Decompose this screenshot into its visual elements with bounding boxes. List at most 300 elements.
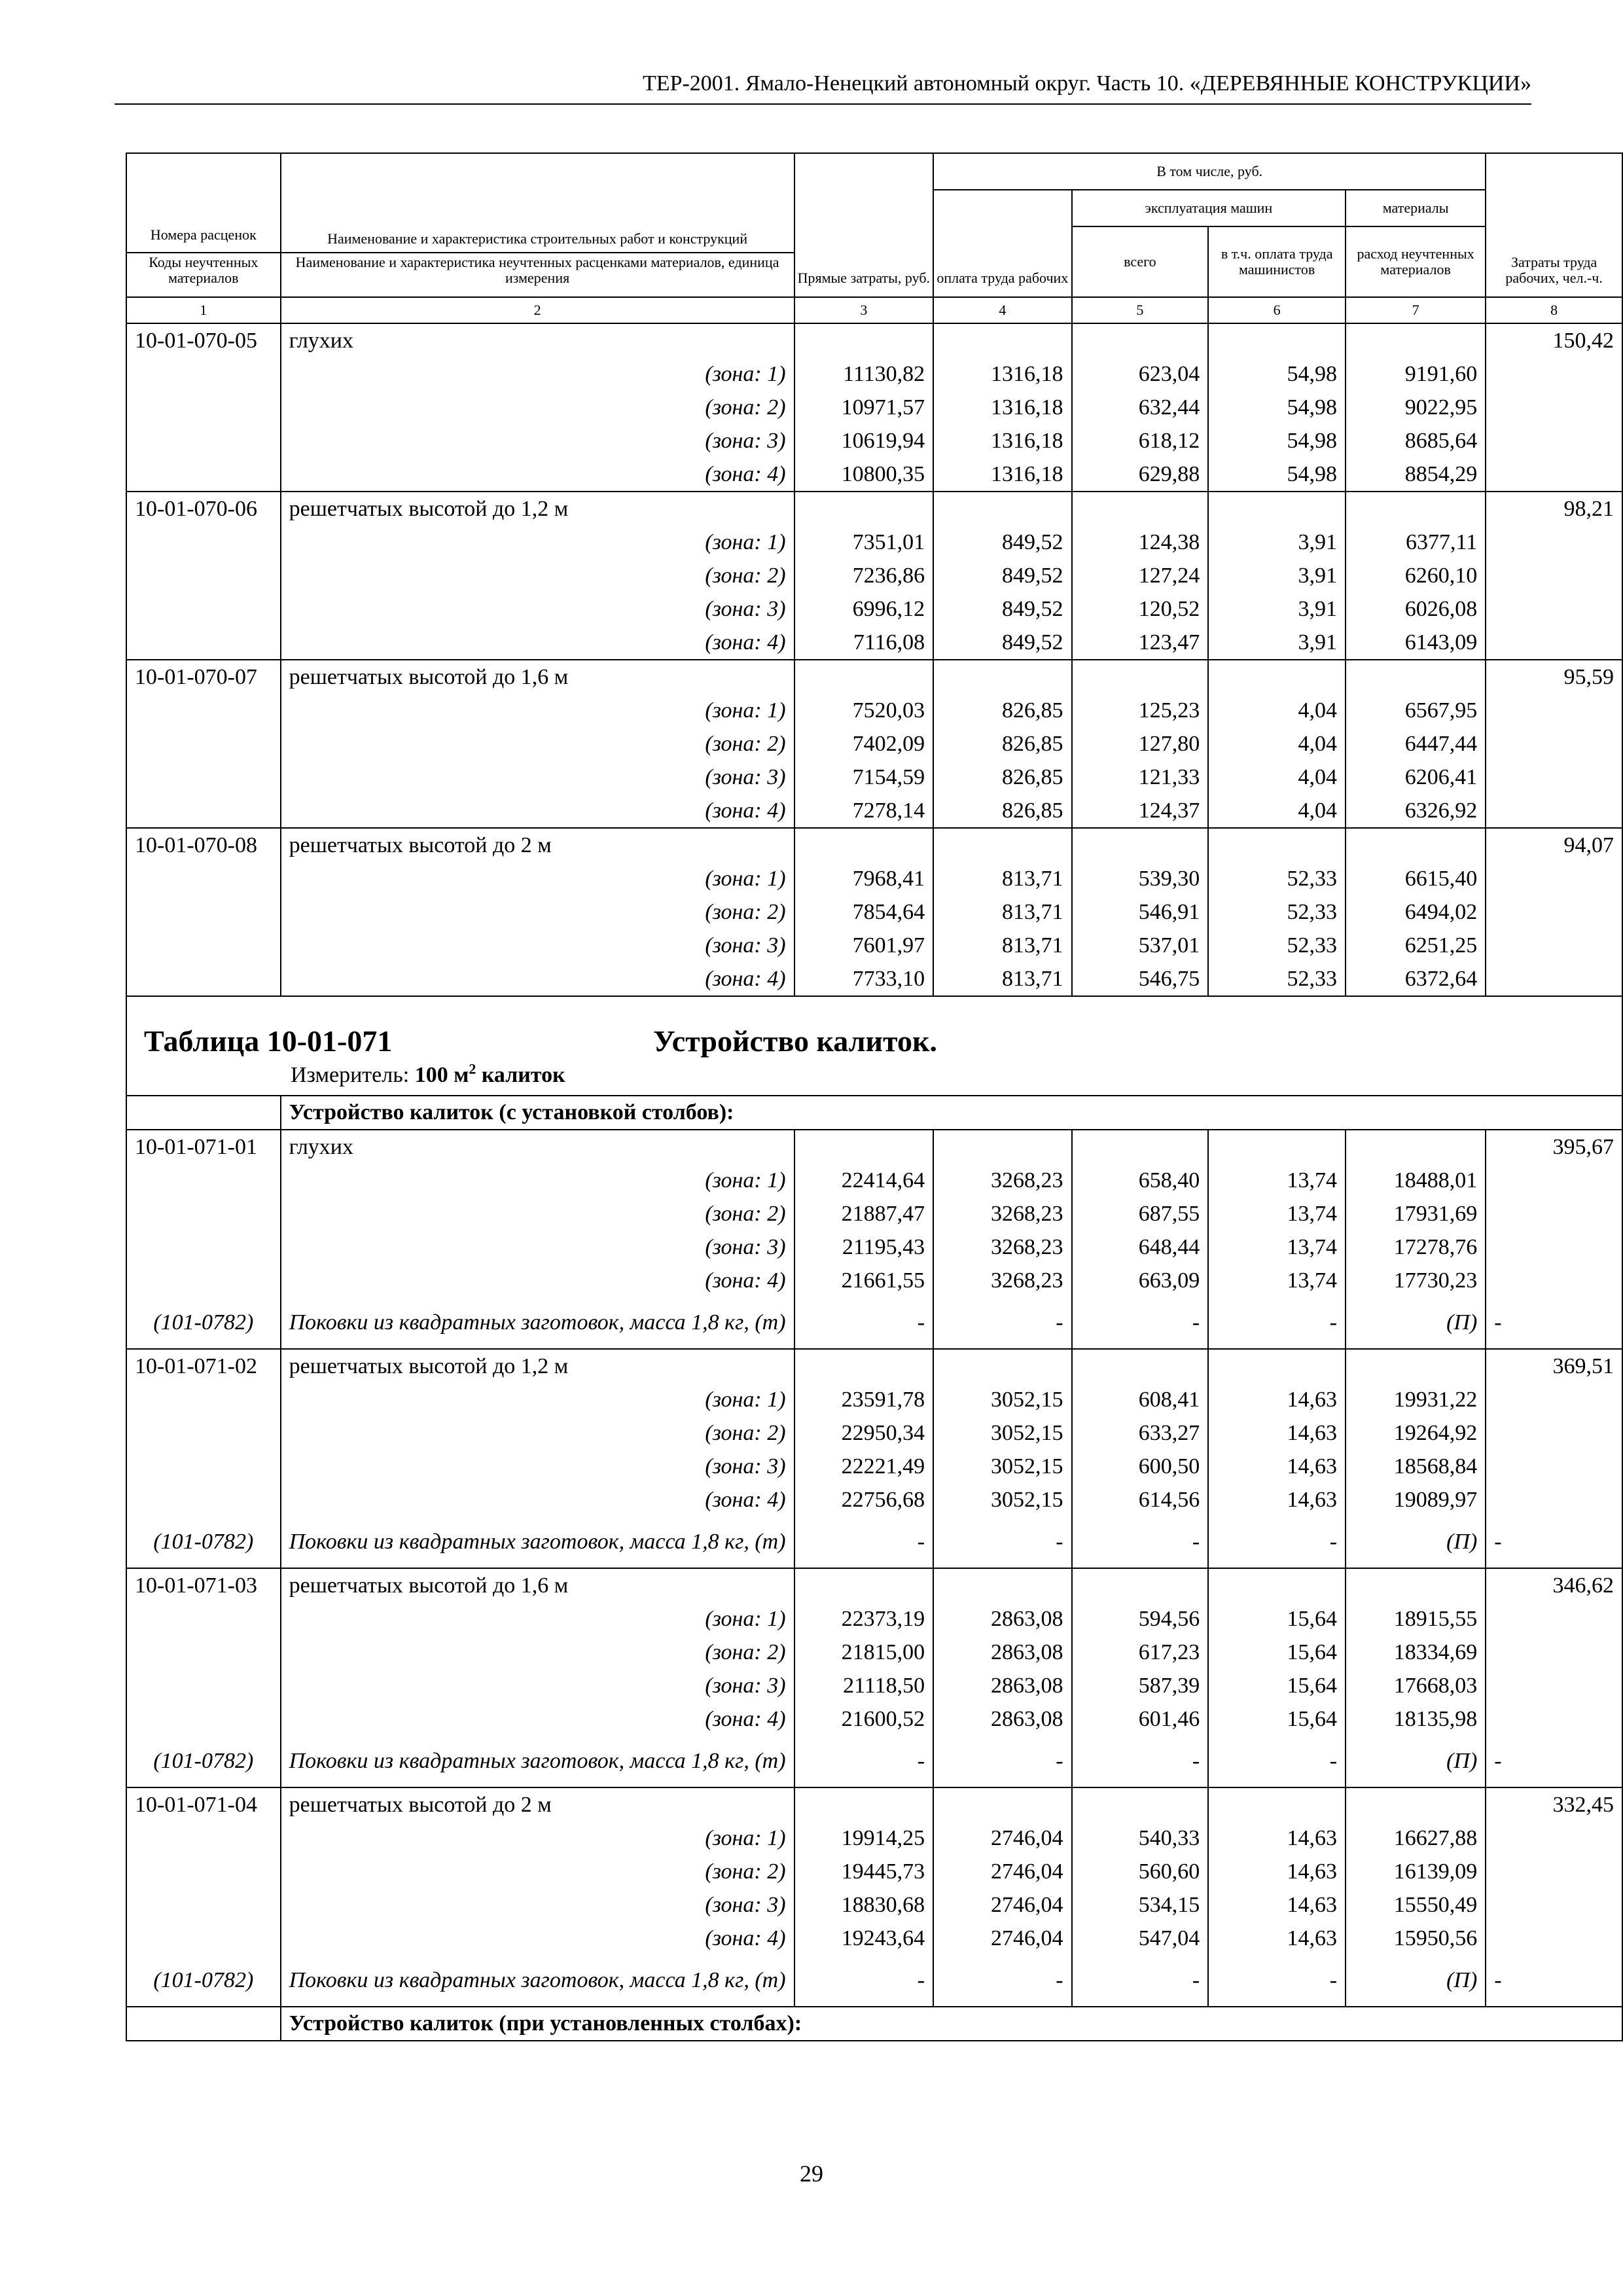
measure-value xyxy=(414,1060,565,1087)
header-col5: всего xyxy=(1072,226,1209,297)
zone-value: 7854,64 xyxy=(794,895,934,929)
zone-value: 687,55 xyxy=(1072,1197,1209,1230)
zone-value: 123,47 xyxy=(1072,626,1209,660)
column-number: 2 xyxy=(281,297,794,323)
rate-name: решетчатых высотой до 1,6 м xyxy=(281,660,794,694)
zone-value: 7116,08 xyxy=(794,626,934,660)
zone-value: 2746,04 xyxy=(933,1888,1071,1922)
zone-value: 849,52 xyxy=(933,559,1071,592)
zone-value: 547,04 xyxy=(1072,1922,1209,1955)
material-dash: - xyxy=(933,1736,1071,1787)
zone-value: 7236,86 xyxy=(794,559,934,592)
material-code: (101-0782) xyxy=(126,1297,281,1349)
zone-value: 3,91 xyxy=(1208,592,1346,626)
zone-row xyxy=(126,357,1622,391)
empty-cell xyxy=(1072,1130,1209,1164)
empty-cell xyxy=(126,592,281,626)
zone-value: 648,44 xyxy=(1072,1230,1209,1264)
zone-value: 1316,18 xyxy=(933,457,1071,492)
empty-cell xyxy=(1208,1568,1346,1602)
empty-cell xyxy=(126,1702,281,1736)
header-col2-bottom: Наименование и характеристика неучтенных расценками материалов, единица измерения xyxy=(281,253,794,297)
empty-cell xyxy=(126,1855,281,1888)
zone-value: 15950,56 xyxy=(1346,1922,1486,1955)
zone-row xyxy=(126,962,1622,996)
price-table xyxy=(126,152,1623,2041)
rate-code: 10-01-071-02 xyxy=(126,1349,281,1383)
empty-cell xyxy=(1208,1349,1346,1383)
material-dash: - xyxy=(794,1736,934,1787)
zone-row xyxy=(126,1383,1622,1416)
zone-value: 2863,08 xyxy=(933,1702,1071,1736)
zone-value: 10800,35 xyxy=(794,457,934,492)
material-dash: - xyxy=(1072,1297,1209,1349)
zone-value: 3268,23 xyxy=(933,1164,1071,1197)
empty-cell xyxy=(126,1483,281,1516)
zone-value: 19914,25 xyxy=(794,1821,934,1855)
zone-value: 21118,50 xyxy=(794,1669,934,1702)
empty-cell xyxy=(1346,323,1486,357)
labor-cost: 95,59 xyxy=(1486,660,1622,694)
zone-label: (зона: 2) xyxy=(281,559,794,592)
zone-value: 6494,02 xyxy=(1346,895,1486,929)
zone-value: 3052,15 xyxy=(933,1416,1071,1450)
material-dash: - xyxy=(1208,1516,1346,1568)
empty-cell xyxy=(794,660,934,694)
zone-value: 52,33 xyxy=(1208,929,1346,962)
zone-value: 54,98 xyxy=(1208,391,1346,424)
empty-cell xyxy=(1346,660,1486,694)
zone-value: 2863,08 xyxy=(933,1602,1071,1636)
labor-cost: 395,67 xyxy=(1486,1130,1622,1164)
empty-cell xyxy=(126,357,281,391)
zone-row xyxy=(126,1450,1622,1483)
empty-cell xyxy=(1486,1821,1622,1855)
zone-value: 54,98 xyxy=(1208,357,1346,391)
material-dash: - xyxy=(1486,1516,1622,1568)
empty-cell xyxy=(1486,862,1622,895)
zone-value: 7351,01 xyxy=(794,526,934,559)
empty-cell xyxy=(126,962,281,996)
empty-cell xyxy=(1072,828,1209,862)
zone-row xyxy=(126,1821,1622,1855)
rate-name: решетчатых высотой до 2 м xyxy=(281,1787,794,1821)
zone-value: 54,98 xyxy=(1208,457,1346,492)
empty-cell xyxy=(1486,794,1622,828)
labor-cost: 369,51 xyxy=(1486,1349,1622,1383)
empty-cell xyxy=(126,1636,281,1669)
zone-value: 6377,11 xyxy=(1346,526,1486,559)
empty-cell xyxy=(1486,929,1622,962)
empty-cell xyxy=(126,1669,281,1702)
zone-label: (зона: 2) xyxy=(281,391,794,424)
empty-cell xyxy=(1486,1197,1622,1230)
rate-code: 10-01-070-07 xyxy=(126,660,281,694)
empty-cell xyxy=(933,660,1071,694)
zone-value: 17931,69 xyxy=(1346,1197,1486,1230)
zone-value: 6326,92 xyxy=(1346,794,1486,828)
empty-cell xyxy=(794,1130,934,1164)
zone-row xyxy=(126,1636,1622,1669)
empty-cell xyxy=(1486,694,1622,727)
zone-value: 17668,03 xyxy=(1346,1669,1486,1702)
rate-code-row xyxy=(126,1568,1622,1602)
empty-cell xyxy=(1486,761,1622,794)
zone-label: (зона: 3) xyxy=(281,929,794,962)
zone-value: 826,85 xyxy=(933,794,1071,828)
measure-sup: 2 xyxy=(469,1060,476,1077)
zone-value: 13,74 xyxy=(1208,1197,1346,1230)
rate-code: 10-01-071-04 xyxy=(126,1787,281,1821)
material-dash: - xyxy=(1072,1736,1209,1787)
zone-value: 1316,18 xyxy=(933,357,1071,391)
rate-name: глухих xyxy=(281,323,794,357)
zone-value: 7968,41 xyxy=(794,862,934,895)
rate-code: 10-01-070-05 xyxy=(126,323,281,357)
zone-row xyxy=(126,727,1622,761)
material-dash: - xyxy=(1208,1736,1346,1787)
zone-value: 826,85 xyxy=(933,694,1071,727)
subheader-existing-posts: Устройство калиток (при установленных столбах): xyxy=(281,2007,1622,2041)
zone-label: (зона: 1) xyxy=(281,694,794,727)
empty-cell xyxy=(1208,323,1346,357)
zone-value: 13,74 xyxy=(1208,1264,1346,1297)
zone-value: 21887,47 xyxy=(794,1197,934,1230)
empty-cell xyxy=(1486,1230,1622,1264)
empty-cell xyxy=(933,828,1071,862)
zone-value: 618,12 xyxy=(1072,424,1209,457)
zone-label: (зона: 4) xyxy=(281,794,794,828)
empty-cell xyxy=(126,929,281,962)
zone-value: 3052,15 xyxy=(933,1450,1071,1483)
empty-cell xyxy=(1346,1130,1486,1164)
zone-value: 826,85 xyxy=(933,761,1071,794)
empty-cell xyxy=(794,1568,934,1602)
empty-cell xyxy=(933,1568,1071,1602)
zone-value: 14,63 xyxy=(1208,1855,1346,1888)
table-body-071 xyxy=(126,1130,1622,2007)
empty-cell xyxy=(1072,1787,1209,1821)
zone-value: 15,64 xyxy=(1208,1702,1346,1736)
zone-value: 537,01 xyxy=(1072,929,1209,962)
header-col6: в т.ч. оплата труда машинистов xyxy=(1208,226,1346,297)
zone-value: 3,91 xyxy=(1208,559,1346,592)
measure-prefix: Измеритель: xyxy=(291,1063,410,1087)
zone-value: 601,46 xyxy=(1072,1702,1209,1736)
section-table-label: Таблица 10-01-071 xyxy=(144,1024,393,1058)
table-header xyxy=(126,153,1622,323)
empty-cell xyxy=(1208,492,1346,526)
empty-cell xyxy=(1486,1922,1622,1955)
labor-cost: 332,45 xyxy=(1486,1787,1622,1821)
rate-code: 10-01-070-08 xyxy=(126,828,281,862)
zone-row xyxy=(126,424,1622,457)
zone-value: 21195,43 xyxy=(794,1230,934,1264)
rate-code: 10-01-071-01 xyxy=(126,1130,281,1164)
empty-cell xyxy=(1486,1636,1622,1669)
empty-cell xyxy=(1208,660,1346,694)
material-code: (101-0782) xyxy=(126,1955,281,2007)
zone-row xyxy=(126,1702,1622,1736)
zone-value: 14,63 xyxy=(1208,1383,1346,1416)
zone-value: 52,33 xyxy=(1208,962,1346,996)
zone-value: 18568,84 xyxy=(1346,1450,1486,1483)
empty-cell xyxy=(1208,828,1346,862)
material-dash: - xyxy=(933,1297,1071,1349)
empty-cell xyxy=(1486,592,1622,626)
empty-cell xyxy=(1486,1416,1622,1450)
rate-code: 10-01-070-06 xyxy=(126,492,281,526)
zone-row xyxy=(126,1264,1622,1297)
empty-cell xyxy=(1072,492,1209,526)
zone-value: 18334,69 xyxy=(1346,1636,1486,1669)
column-number: 6 xyxy=(1208,297,1346,323)
empty-cell xyxy=(1486,1669,1622,1702)
zone-value: 4,04 xyxy=(1208,794,1346,828)
zone-value: 633,27 xyxy=(1072,1416,1209,1450)
zone-value: 623,04 xyxy=(1072,357,1209,391)
zone-label: (зона: 4) xyxy=(281,962,794,996)
material-flag: (П) xyxy=(1346,1955,1486,2007)
material-code: (101-0782) xyxy=(126,1736,281,1787)
zone-value: 663,09 xyxy=(1072,1264,1209,1297)
zone-value: 600,50 xyxy=(1072,1450,1209,1483)
zone-value: 19931,22 xyxy=(1346,1383,1486,1416)
material-name: Поковки из квадратных заготовок, масса 1,8 кг, (т) xyxy=(281,1297,794,1349)
empty-cell xyxy=(1486,727,1622,761)
rate-code-row xyxy=(126,492,1622,526)
zone-value: 594,56 xyxy=(1072,1602,1209,1636)
empty-cell xyxy=(1486,962,1622,996)
empty-cell xyxy=(1486,1602,1622,1636)
zone-value: 560,60 xyxy=(1072,1855,1209,1888)
measure-line xyxy=(291,1062,565,1088)
column-number: 4 xyxy=(933,297,1071,323)
zone-row xyxy=(126,929,1622,962)
zone-value: 21815,00 xyxy=(794,1636,934,1669)
zone-value: 7278,14 xyxy=(794,794,934,828)
zone-value: 6143,09 xyxy=(1346,626,1486,660)
empty-cell xyxy=(1486,1164,1622,1197)
zone-value: 19445,73 xyxy=(794,1855,934,1888)
zone-value: 849,52 xyxy=(933,626,1071,660)
empty-cell xyxy=(1486,626,1622,660)
empty-cell xyxy=(1346,1568,1486,1602)
zone-value: 14,63 xyxy=(1208,1922,1346,1955)
zone-value: 14,63 xyxy=(1208,1888,1346,1922)
empty-cell xyxy=(1072,1568,1209,1602)
zone-label: (зона: 1) xyxy=(281,357,794,391)
zone-value: 22414,64 xyxy=(794,1164,934,1197)
zone-value: 6372,64 xyxy=(1346,962,1486,996)
zone-label: (зона: 4) xyxy=(281,1483,794,1516)
zone-value: 6260,10 xyxy=(1346,559,1486,592)
empty-cell xyxy=(1486,391,1622,424)
zone-value: 7733,10 xyxy=(794,962,934,996)
material-row xyxy=(126,1736,1622,1787)
empty-cell xyxy=(126,727,281,761)
zone-value: 587,39 xyxy=(1072,1669,1209,1702)
zone-row xyxy=(126,457,1622,492)
zone-value: 6026,08 xyxy=(1346,592,1486,626)
zone-row xyxy=(126,694,1622,727)
zone-value: 19243,64 xyxy=(794,1922,934,1955)
zone-label: (зона: 2) xyxy=(281,727,794,761)
zone-row xyxy=(126,626,1622,660)
zone-label: (зона: 2) xyxy=(281,1855,794,1888)
empty-cell xyxy=(1486,1888,1622,1922)
zone-value: 10619,94 xyxy=(794,424,934,457)
empty-cell xyxy=(126,1264,281,1297)
material-dash: - xyxy=(794,1297,934,1349)
zone-value: 15550,49 xyxy=(1346,1888,1486,1922)
zone-row xyxy=(126,895,1622,929)
zone-row xyxy=(126,391,1622,424)
zone-value: 7601,97 xyxy=(794,929,934,962)
zone-value: 546,75 xyxy=(1072,962,1209,996)
zone-row xyxy=(126,1416,1622,1450)
zone-value: 1316,18 xyxy=(933,424,1071,457)
zone-value: 6996,12 xyxy=(794,592,934,626)
zone-value: 14,63 xyxy=(1208,1483,1346,1516)
header-col7: расход неучтенных материалов xyxy=(1346,226,1486,297)
header-col2-top: Наименование и характеристика строительных работ и конструкций xyxy=(281,153,794,253)
zone-label: (зона: 1) xyxy=(281,1602,794,1636)
empty-cell xyxy=(126,1383,281,1416)
empty-cell xyxy=(1346,1349,1486,1383)
empty-cell xyxy=(1072,323,1209,357)
zone-value: 15,64 xyxy=(1208,1636,1346,1669)
empty-cell xyxy=(1072,660,1209,694)
zone-value: 539,30 xyxy=(1072,862,1209,895)
zone-value: 21661,55 xyxy=(794,1264,934,1297)
zone-row xyxy=(126,559,1622,592)
empty-cell xyxy=(1486,895,1622,929)
zone-value: 9191,60 xyxy=(1346,357,1486,391)
material-dash: - xyxy=(1486,1736,1622,1787)
zone-value: 540,33 xyxy=(1072,1821,1209,1855)
zone-value: 629,88 xyxy=(1072,457,1209,492)
zone-label: (зона: 2) xyxy=(281,895,794,929)
rate-name: решетчатых высотой до 1,2 м xyxy=(281,1349,794,1383)
zone-value: 6567,95 xyxy=(1346,694,1486,727)
empty-cell xyxy=(1486,424,1622,457)
table-body-070 xyxy=(126,323,1622,996)
zone-value: 849,52 xyxy=(933,592,1071,626)
zone-value: 52,33 xyxy=(1208,862,1346,895)
zone-value: 22950,34 xyxy=(794,1416,934,1450)
zone-value: 17730,23 xyxy=(1346,1264,1486,1297)
zone-label: (зона: 4) xyxy=(281,457,794,492)
zone-value: 617,23 xyxy=(1072,1636,1209,1669)
zone-value: 849,52 xyxy=(933,526,1071,559)
material-dash: - xyxy=(1486,1955,1622,2007)
zone-label: (зона: 3) xyxy=(281,1450,794,1483)
zone-row xyxy=(126,592,1622,626)
zone-value: 7402,09 xyxy=(794,727,934,761)
section-071 xyxy=(126,996,1622,1130)
zone-value: 2746,04 xyxy=(933,1922,1071,1955)
zone-value: 22756,68 xyxy=(794,1483,934,1516)
empty-cell xyxy=(1486,1264,1622,1297)
zone-value: 3268,23 xyxy=(933,1264,1071,1297)
zone-value: 54,98 xyxy=(1208,424,1346,457)
zone-value: 2863,08 xyxy=(933,1636,1071,1669)
zone-value: 6615,40 xyxy=(1346,862,1486,895)
zone-value: 1316,18 xyxy=(933,391,1071,424)
empty-cell xyxy=(1346,492,1486,526)
header-incl: В том числе, руб. xyxy=(933,153,1486,190)
zone-value: 52,33 xyxy=(1208,895,1346,929)
section-table-title: Устройство калиток. xyxy=(653,1024,938,1058)
material-flag: (П) xyxy=(1346,1297,1486,1349)
empty-cell xyxy=(1486,1483,1622,1516)
zone-value: 8685,64 xyxy=(1346,424,1486,457)
material-dash: - xyxy=(1072,1955,1209,2007)
header-machines: эксплуатация машин xyxy=(1072,190,1346,226)
header-materials: материалы xyxy=(1346,190,1486,226)
material-row xyxy=(126,1297,1622,1349)
column-number: 8 xyxy=(1486,297,1622,323)
zone-value: 813,71 xyxy=(933,862,1071,895)
zone-label: (зона: 4) xyxy=(281,1702,794,1736)
empty-cell xyxy=(933,323,1071,357)
empty-cell xyxy=(126,761,281,794)
measure-unit: 100 м xyxy=(414,1063,469,1087)
column-number: 1 xyxy=(126,297,281,323)
empty-cell xyxy=(126,1416,281,1450)
empty-cell xyxy=(126,1164,281,1197)
zone-value: 127,80 xyxy=(1072,727,1209,761)
empty-cell xyxy=(794,323,934,357)
zone-label: (зона: 1) xyxy=(281,526,794,559)
empty-cell xyxy=(126,626,281,660)
empty-cell xyxy=(1486,1383,1622,1416)
zone-label: (зона: 2) xyxy=(281,1197,794,1230)
subheader-with-posts: Устройство калиток (с установкой столбов): xyxy=(281,1096,1622,1130)
rate-code: 10-01-071-03 xyxy=(126,1568,281,1602)
empty-cell xyxy=(794,1787,934,1821)
empty-cell xyxy=(126,1821,281,1855)
empty-cell xyxy=(126,1450,281,1483)
zone-value: 534,15 xyxy=(1072,1888,1209,1922)
zone-value: 13,74 xyxy=(1208,1164,1346,1197)
empty-cell xyxy=(794,1349,934,1383)
zone-row xyxy=(126,1602,1622,1636)
column-number-row xyxy=(126,297,1622,323)
empty-cell xyxy=(126,526,281,559)
zone-value: 658,40 xyxy=(1072,1164,1209,1197)
zone-value: 124,38 xyxy=(1072,526,1209,559)
empty-cell xyxy=(794,828,934,862)
zone-value: 127,24 xyxy=(1072,559,1209,592)
empty-cell xyxy=(1486,526,1622,559)
material-dash: - xyxy=(794,1955,934,2007)
rate-code-row xyxy=(126,323,1622,357)
material-code: (101-0782) xyxy=(126,1516,281,1568)
zone-value: 813,71 xyxy=(933,962,1071,996)
empty-cell xyxy=(126,1922,281,1955)
rate-code-row xyxy=(126,1130,1622,1164)
zone-row xyxy=(126,1483,1622,1516)
labor-cost: 346,62 xyxy=(1486,1568,1622,1602)
zone-value: 813,71 xyxy=(933,895,1071,929)
zone-value: 18915,55 xyxy=(1346,1602,1486,1636)
empty-cell xyxy=(1486,1702,1622,1736)
zone-value: 3052,15 xyxy=(933,1483,1071,1516)
zone-value: 3,91 xyxy=(1208,526,1346,559)
zone-label: (зона: 3) xyxy=(281,1888,794,1922)
